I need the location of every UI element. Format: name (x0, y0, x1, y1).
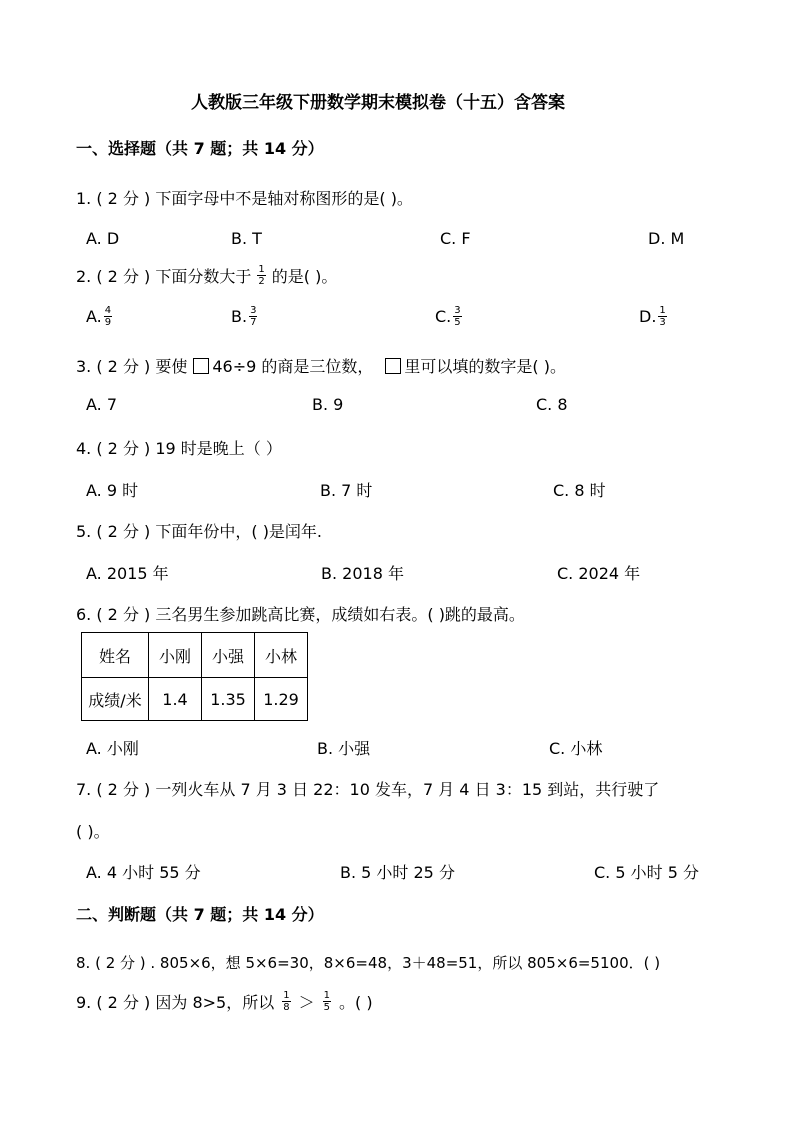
table-row (82, 633, 308, 678)
blank-box-icon (385, 358, 401, 374)
q2-option-d-num: 1 (659, 305, 666, 316)
q9-fraction-b (323, 990, 331, 1013)
q2-option-b-den: 7 (250, 317, 257, 328)
q2-prefix: 2. ( 2 分 ) 下面分数大于 (76, 267, 252, 286)
q7-option-b: B. 5 小时 25 分 (340, 863, 455, 882)
q2-option-c-label: C. (435, 307, 452, 326)
q1-option-c: C. F (440, 229, 471, 248)
q4-option-c: C. 8 时 (553, 481, 606, 500)
q2-option-b-label: B. (231, 307, 248, 326)
q2-option-c-fraction (453, 305, 461, 328)
q9-fraction-b-den: 5 (323, 1002, 330, 1013)
q2-option-d-fraction (658, 305, 666, 328)
q5-option-c: C. 2024 年 (557, 564, 641, 583)
q6-option-c: C. 小林 (549, 739, 603, 758)
question-4: 4. ( 2 分 ) 19 时是晚上（ ） (76, 439, 282, 458)
q2-option-d-den: 3 (659, 317, 666, 328)
q1-option-b: B. T (231, 229, 262, 248)
q2-fraction-numerator: 1 (258, 264, 265, 275)
q2-option-a-den: 9 (104, 317, 112, 328)
q9-comparison: ＞ (298, 993, 315, 1012)
blank-box-icon (193, 358, 209, 374)
q3-option-c: C. 8 (536, 395, 568, 414)
q3-option-b: B. 9 (312, 395, 344, 414)
question-7-continued: ( )。 (76, 822, 110, 841)
q2-option-a-label: A. (86, 307, 102, 326)
table-header-cell: 小强 (202, 633, 255, 678)
table-header-cell: 小刚 (149, 633, 202, 678)
question-2 (76, 264, 337, 287)
q2-option-d-label: D. (639, 307, 657, 326)
q4-option-b: B. 7 时 (320, 481, 373, 500)
q5-option-b: B. 2018 年 (321, 564, 404, 583)
q2-option-c (435, 305, 464, 328)
table-header-cell: 小林 (255, 633, 308, 678)
q2-option-c-den: 5 (454, 317, 461, 328)
q1-option-d: D. M (648, 229, 685, 248)
q3-suffix: 里可以填的数字是( )。 (404, 357, 566, 376)
q6-option-a: A. 小刚 (86, 739, 139, 758)
q9-fraction-a (282, 990, 290, 1013)
q9-fraction-a-den: 8 (283, 1002, 290, 1013)
q2-option-b-fraction (249, 305, 257, 328)
q2-option-a-num: 4 (104, 305, 112, 316)
q2-option-a (86, 305, 114, 328)
q7-option-c: C. 5 小时 5 分 (594, 863, 699, 882)
question-7: 7. ( 2 分 ) 一列火车从 7 月 3 日 22：10 发车，7 月 4 日 3：15 到站，共行驶了 (76, 780, 660, 799)
q3-mid: 46÷9 的商是三位数， (212, 357, 374, 376)
q2-option-a-fraction (104, 305, 112, 328)
q9-prefix: 9. ( 2 分 ) 因为 8>5，所以 (76, 993, 275, 1012)
q2-fraction (257, 264, 265, 287)
q6-option-b: B. 小强 (317, 739, 371, 758)
q4-option-a: A. 9 时 (86, 481, 139, 500)
q3-option-a: A. 7 (86, 395, 118, 414)
table-row (82, 678, 308, 721)
section-judge-heading: 二、判断题（共 7 题；共 14 分） (76, 905, 324, 924)
question-9 (76, 990, 373, 1013)
table-cell: 1.4 (149, 678, 202, 721)
table-cell: 1.29 (255, 678, 308, 721)
q3-prefix: 3. ( 2 分 ) 要使 (76, 357, 188, 376)
question-6: 6. ( 2 分 ) 三名男生参加跳高比赛，成绩如右表。( )跳的最高。 (76, 605, 525, 624)
page-title: 人教版三年级下册数学期末模拟卷（十五）含答案 (191, 93, 565, 113)
question-5: 5. ( 2 分 ) 下面年份中，( )是闰年. (76, 522, 323, 541)
q2-option-b (231, 305, 259, 328)
q2-option-b-num: 3 (250, 305, 257, 316)
q9-fraction-b-num: 1 (323, 990, 330, 1001)
score-table (81, 632, 308, 721)
question-8: 8. ( 2 分 ) . 805×6，想 5×6=30，8×6=48，3＋48=51，所以 805×6=5100．( ) (76, 954, 661, 972)
q5-option-a: A. 2015 年 (86, 564, 169, 583)
section-choice-heading: 一、选择题（共 7 题；共 14 分） (76, 139, 324, 158)
q7-option-a: A. 4 小时 55 分 (86, 863, 201, 882)
q2-suffix: 的是( )。 (271, 267, 338, 286)
question-3 (76, 354, 566, 377)
q2-option-c-num: 3 (454, 305, 461, 316)
q2-fraction-denominator: 2 (258, 276, 265, 287)
q9-fraction-a-num: 1 (283, 990, 290, 1001)
table-cell: 成绩/米 (82, 678, 149, 721)
q1-option-a: A. D (86, 229, 120, 248)
table-cell: 1.35 (202, 678, 255, 721)
question-1: 1. ( 2 分 ) 下面字母中不是轴对称图形的是( )。 (76, 189, 413, 208)
q9-suffix: 。( ) (338, 993, 373, 1012)
table-header-cell: 姓名 (82, 633, 149, 678)
q2-option-d (639, 305, 669, 328)
